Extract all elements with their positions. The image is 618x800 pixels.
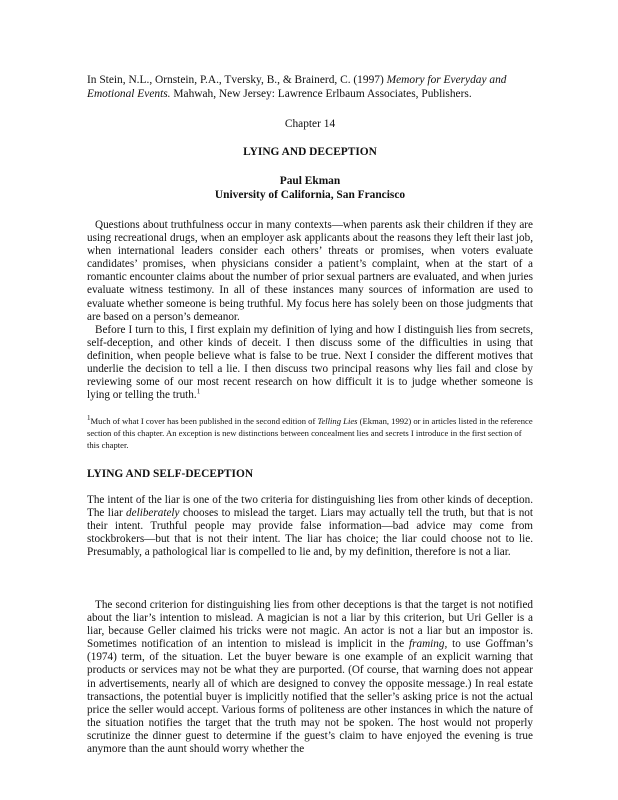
author-name: Paul Ekman: [279, 175, 341, 187]
paragraph-intent-italic: deliberately: [126, 507, 180, 520]
footnote-italic: Telling Lies: [317, 416, 358, 426]
paragraph-intro: Questions about truthfulness occur in many contexts—when parents ask their children if they are using recreational drugs, when an employer ask applicants about the reasons they left their last job, when international leaders consider each others’ threats or promises, when voters evaluate candidates’ promises, when physicians consider a patient’s complaint, when at the start of a romantic encounter claims about the number of prior sexual partners are evaluated, and when juries evaluate witness testimony. In all of these instances many sources of information are used to evaluate whether someone is being truthful. My focus here has solely been on those judgments that are based on a person’s demeanor.: [87, 219, 533, 323]
citation-authors: In Stein, N.L., Ornstein, P.A., Tversky, B., & Brainerd, C. (1997): [87, 74, 387, 86]
paragraph-notification-before: The second criterion for distinguishing lies from other deceptions is that the target is not notified about the liar’s intention to mislead. A magician is not a liar by this criterion, but Uri Geller is a liar, because Geller claimed his tricks were not magic. An actor is not a liar but an impostor is. Sometimes notification of an intention to mislead is implicit in the: [87, 599, 533, 651]
citation: [87, 73, 533, 101]
footnote-reference: 1: [196, 387, 201, 396]
footnote-text-before: Much of what I cover has been published in the second edition of: [90, 416, 318, 426]
citation-book-title: Memory for Everyday and Emotional Events.: [87, 74, 507, 100]
author-affiliation: University of California, San Francisco: [214, 189, 406, 201]
paragraph-outline-text: Before I turn to this, I first explain my definition of lying and how I distinguish lies from secrets, self-deception, and other kinds of deceit. I then discuss some of the difficulties in using that definition, when people believe what is false to be true. Next I consider the different motives that underlie the decision to tell a lie. I then discuss two principal reasons why lies fail and close by reviewing some of our most recent research on how difficult it is to judge whether someone is lying or telling the truth.: [87, 324, 533, 402]
paragraph-intent-after: chooses to mislead the target. Liars may actually tell the truth, but that is not their intent. Truthful people may provide false information—bad advice may come from stockbrokers—but that is not their intent. The liar has choice; the liar could choose not to lie. Presumably, a pathological liar is compelled to lie and, by my definition, therefore is not a liar.: [87, 507, 533, 559]
chapter-label: Chapter 14: [284, 118, 336, 130]
paragraph-outline: [87, 324, 533, 403]
footnote-mark: 1: [87, 414, 91, 423]
paper-title: LYING AND DECEPTION: [243, 146, 377, 158]
paragraph-notification: [87, 599, 533, 756]
author-block: [87, 174, 533, 202]
paragraph-notification-after: to use Goffman’s (1974) term, of the situation. Let the buyer beware is one example of an explicit warning that products or services may not be what they are purported. (Of course, that warning does not appear in advertisements, nearly all of which are designed to convey the opposite message.) In real estate transactions, the potential buyer is implicitly notified that the seller’s asking price is not the actual price the seller would accept. Various forms of politeness are other instances in which the nature of the situation notifies the target that the truth may not be spoken. The host would not properly scrutinize the dinner guest to determine if the guest’s claim to have enjoyed the evening is true anymore than the aunt should worry whether the: [87, 638, 533, 756]
section-heading: LYING AND SELF-DECEPTION: [87, 468, 254, 480]
footnote-text-after: (Ekman, 1992) or in articles listed in the reference section of this chapter. An exception is new distinctions between concealment lies and secrets I introduce in the first section of this chapter.: [87, 416, 533, 450]
citation-publisher: Mahwah, New Jersey: Lawrence Erlbaum Associates, Publishers.: [170, 88, 472, 100]
paragraph-notification-italic: framing,: [409, 638, 448, 651]
paragraph-intent-before: The intent of the liar is one of the two criteria for distinguishing lies from other kinds of deception. The liar: [87, 494, 533, 520]
footnote: [87, 415, 533, 451]
paragraph-intent: [87, 494, 533, 559]
